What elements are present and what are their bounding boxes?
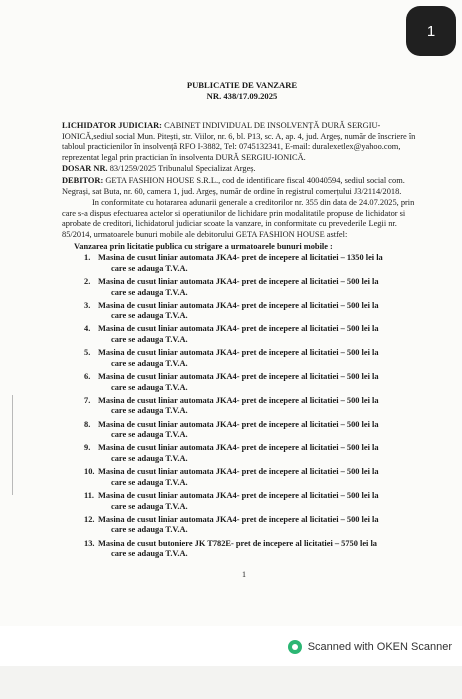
sale-heading: Vanzarea prin licitatie publica cu strigare a urmatoarele bunuri mobile : <box>74 241 333 251</box>
list-item-vat-note: care se adauga T.V.A. <box>111 406 188 416</box>
list-item-description: Masina de cusut liniar automata JKA4- pret de incepere al licitatiei – 500 lei la <box>98 467 379 477</box>
list-item <box>62 301 422 322</box>
list-item <box>62 324 422 345</box>
list-item-description: Masina de cusut liniar automata JKA4- pret de incepere al licitatiei – 500 lei la <box>98 348 379 358</box>
list-item <box>62 348 422 369</box>
document-content <box>62 80 422 562</box>
page-number: 1 <box>242 570 246 579</box>
list-item <box>62 515 422 536</box>
document-number: NR. 438/17.09.2025 <box>206 91 278 101</box>
list-item-vat-note: care se adauga T.V.A. <box>111 335 188 345</box>
list-item-vat-note: care se adauga T.V.A. <box>111 501 188 511</box>
list-item-vat-note: care se adauga T.V.A. <box>111 525 188 535</box>
debitor-paragraph <box>62 176 422 197</box>
bottom-strip <box>0 666 462 699</box>
list-item-vat-note: care se adauga T.V.A. <box>111 453 188 463</box>
list-item-vat-note: care se adauga T.V.A. <box>111 311 188 321</box>
list-item-description: Masina de cusut liniar automata JKA4- pret de incepere al licitatiei – 1350 lei la <box>98 253 383 263</box>
list-item-description: Masina de cusut liniar automata JKA4- pret de incepere al licitatiei – 500 lei la <box>98 490 379 500</box>
list-item <box>62 277 422 298</box>
list-item-description: Masina de cusut liniar automata JKA4- pret de incepere al licitatiei – 500 lei la <box>98 514 379 524</box>
list-item-number: 3. <box>84 300 91 310</box>
list-item-number: 2. <box>84 276 91 286</box>
list-item <box>62 396 422 417</box>
list-item <box>62 491 422 512</box>
list-item-description: Masina de cusut butoniere JK T782E- pret de incepere al licitatiei – 5750 lei la <box>98 538 377 548</box>
body-paragraph: In conformitate cu hotararea adunarii generale a creditorilor nr. 355 din data de 24.07.2025, prin care s-a dispus efectuarea actelor si operatiunilor de lichidare prin modalitatile propuse de lichidator si aprobate de creditori, lichidatorul judiciar scoate la vanzare, in conformitate cu prevederile Legii nr. 85/2014, urmatoarele bunuri mobile ale debitorului GETA FASHION HOUSE astfel: <box>62 198 415 239</box>
items-list <box>62 253 422 560</box>
liquidator-text: CABINET INDIVIDUAL DE INSOLVENȚĂ DURĂ SERGIU-IONICĂ,sediul social Mun. Pitești, str. Viilor, nr. 6, bl. P13, sc. A, ap. 4, jud. Argeș, număr de înscriere în tabloul practicienilor în insolvență RFO I-3882, Tel: 0745132341, E-mail: duralexetlex@yahoo.com, reprezentat legal prin practician în insolventa DURĂ SERGIU-IONICĂ. <box>62 121 416 162</box>
list-item-description: Masina de cusut liniar automata JKA4- pret de incepere al licitatiei – 500 lei la <box>98 419 379 429</box>
list-item-number: 9. <box>84 443 91 453</box>
list-item-vat-note: care se adauga T.V.A. <box>111 263 188 273</box>
list-item-number: 6. <box>84 372 91 382</box>
list-item-number: 7. <box>84 395 91 405</box>
dosar-text: 83/1259/2025 Tribunalul Specializat Argeș. <box>107 164 256 174</box>
page-count-badge[interactable]: 1 <box>406 6 456 56</box>
scanner-logo-icon <box>288 640 302 654</box>
list-item-number: 1. <box>84 253 91 263</box>
list-item-vat-note: care se adauga T.V.A. <box>111 287 188 297</box>
list-item-number: 8. <box>84 419 91 429</box>
scanner-watermark-text: Scanned with OKEN Scanner <box>307 641 452 653</box>
document-title: PUBLICATIE DE VANZARE <box>186 80 298 90</box>
liquidator-paragraph <box>62 121 422 163</box>
list-item-number: 11. <box>84 490 95 500</box>
list-item-vat-note: care se adauga T.V.A. <box>111 430 188 440</box>
list-item-number: 13. <box>84 538 95 548</box>
list-item <box>62 372 422 393</box>
list-item-description: Masina de cusut liniar automata JKA4- pret de incepere al licitatiei – 500 lei la <box>98 324 379 334</box>
list-item-description: Masina de cusut liniar automata JKA4- pret de incepere al licitatiei – 500 lei la <box>98 395 379 405</box>
list-item-description: Masina de cusut liniar automata JKA4- pret de incepere al licitatiei – 500 lei la <box>98 372 379 382</box>
liquidator-label: LICHIDATOR JUDICIAR: <box>62 121 162 130</box>
list-item-number: 10. <box>84 467 95 477</box>
list-item-description: Masina de cusut liniar automata JKA4- pret de incepere al licitatiei – 500 lei la <box>98 443 379 453</box>
list-item <box>62 420 422 441</box>
list-item-number: 5. <box>84 348 91 358</box>
list-item-number: 4. <box>84 324 91 334</box>
list-item-vat-note: care se adauga T.V.A. <box>111 382 188 392</box>
list-item-description: Masina de cusut liniar automata JKA4- pret de incepere al licitatiei – 500 lei la <box>98 300 379 310</box>
list-item-vat-note: care se adauga T.V.A. <box>111 477 188 487</box>
debitor-label: DEBITOR: <box>62 175 104 185</box>
list-item-vat-note: care se adauga T.V.A. <box>111 549 188 559</box>
scanner-watermark <box>288 640 452 654</box>
list-item <box>62 443 422 464</box>
dosar-label: DOSAR NR. <box>62 164 108 174</box>
dosar-paragraph <box>62 164 422 175</box>
list-item <box>62 539 422 560</box>
debitor-text: GETA FASHION HOUSE S.R.L., cod de identificare fiscal 40040594, sediul social com. Negrași, sat Buta, nr. 60, camera 1, jud. Argeș, număr de ordine în registrul comerțului J3/2114/2018. <box>62 175 405 196</box>
list-item-number: 12. <box>84 514 95 524</box>
list-item <box>62 467 422 488</box>
list-item <box>62 253 422 274</box>
list-item-description: Masina de cusut liniar automata JKA4- pret de incepere al licitatiei – 500 lei la <box>98 276 379 286</box>
list-item-vat-note: care se adauga T.V.A. <box>111 358 188 368</box>
margin-mark <box>12 395 16 495</box>
